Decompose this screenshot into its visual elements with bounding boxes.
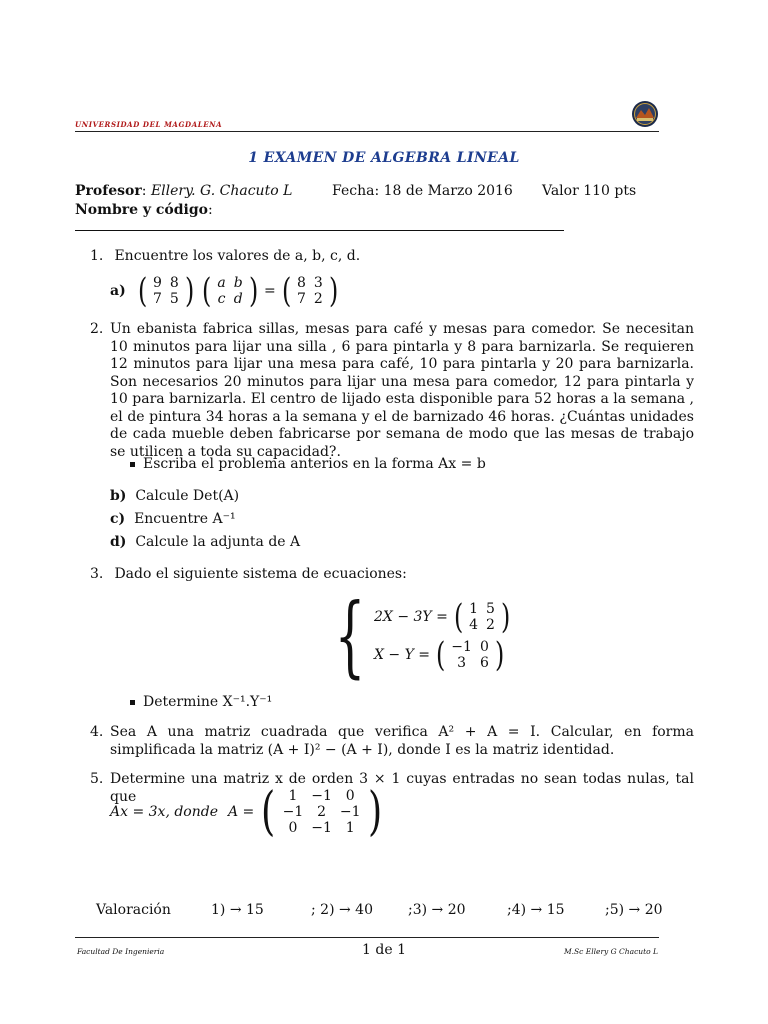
left-brace: { xyxy=(334,584,366,687)
name-row: Nombre y código: xyxy=(75,202,695,235)
university-name: UNIVERSIDAD DEL MAGDALENA xyxy=(75,120,223,129)
q3-system xyxy=(322,584,512,687)
nombre-label: Nombre y código xyxy=(75,202,208,218)
professor-row: Profesor: Ellery. G. Chacuto L Fecha: 18 de Marzo 2016 Valor 110 pts xyxy=(75,183,637,199)
question-number: 2. xyxy=(90,321,104,337)
question-text: Encuentre los valores de a, b, c, d. xyxy=(114,248,361,264)
equals-sign: = xyxy=(263,283,276,299)
question-4 xyxy=(90,724,694,759)
eq-left: Ax = 3x, donde xyxy=(110,804,218,820)
question-text: Determine una matriz x de orden 3 × 1 cuyas entradas no sean todas nulas, tal que xyxy=(110,771,694,805)
question-number: 4. xyxy=(90,724,104,740)
question-number: 1. xyxy=(90,248,104,264)
part-label: a) xyxy=(110,283,126,299)
profesor-name: Ellery. G. Chacuto L xyxy=(150,183,293,199)
question-2 xyxy=(90,321,694,461)
eq-a: A = xyxy=(228,804,255,820)
footer-faculty: Facultad De Ingenieria xyxy=(77,947,165,956)
q2-part-b: b) Calcule Det(A) xyxy=(110,488,240,504)
valoracion-item-1: 1) → 15 xyxy=(211,902,264,918)
matrix-3: ( 8 3 7 2 ) xyxy=(281,271,339,311)
question-1 xyxy=(90,248,694,266)
valoracion-label: Valoración xyxy=(96,902,171,918)
q2-part-d: d) Calcule la adjunta de A xyxy=(110,534,301,550)
footer-rule xyxy=(75,937,659,938)
matrix-A: ( 1 −1 0 −1 2 −1 0 −1 1 ) xyxy=(261,782,382,842)
question-text: Dado el siguiente sistema de ecuaciones: xyxy=(114,566,407,582)
eq1-lhs: 2X − 3Y = xyxy=(374,609,448,625)
eq1-matrix: ( 1 5 4 2 ) xyxy=(453,597,511,637)
question-text: Un ebanista fabrica sillas, mesas para café y mesas para comedor. Se necesitan 10 minutos para lijar una silla , 6 para pintarla y 8 para barnizarla. Se requieren 12 minutos para lijar una mesa para café, 10 para pintarla y 20 para barnizarla. Son necesarios 20 minutos para lijar una mesa para comedor, 12 para pintarla y 10 para barnizarla. El centro de lijado esta disponible para 52 horas a la semana , el de pintura 34 horas a la semana y el de barnizado 46 horas. ¿Cuántas unidades de cada mueble deben fabricarse por semana de modo que las mesas de trabajo se utilicen a toda su capacidad?. xyxy=(110,321,694,460)
exam-title: 1 EXAMEN DE ALGEBRA LINEAL xyxy=(248,150,520,166)
valoracion-item-3: ;3) → 20 xyxy=(408,902,466,918)
q2-bullet: Escriba el problema anterios en la forma Ax = b xyxy=(130,456,486,472)
matrix-2: ( a b c d ) xyxy=(202,271,258,311)
profesor-label: Profesor xyxy=(75,183,142,199)
exam-value: Valor 110 pts xyxy=(542,183,637,199)
question-number: 3. xyxy=(90,566,104,582)
eq2-lhs: X − Y = xyxy=(374,647,431,663)
name-blank-line[interactable] xyxy=(75,218,564,231)
header-rule xyxy=(75,131,659,132)
q1-equation xyxy=(110,271,340,311)
q3-bullet: Determine X⁻¹.Y⁻¹ xyxy=(130,694,272,710)
question-text: Sea A una matriz cuadrada que verifica A² + A = I. Calcular, en forma simplificada la matriz (A + I)² − (A + I), donde I es la matriz identidad. xyxy=(110,724,694,758)
question-number: 5. xyxy=(90,771,104,787)
page-number: 1 de 1 xyxy=(362,942,406,958)
university-seal-icon xyxy=(631,100,659,128)
exam-date: Fecha: 18 de Marzo 2016 xyxy=(332,183,513,199)
q5-equation xyxy=(110,782,385,842)
question-3 xyxy=(90,566,694,584)
q2-part-c: c) Encuentre A⁻¹ xyxy=(110,511,236,527)
eq2-matrix: ( −1 0 3 6 ) xyxy=(436,635,505,675)
valoracion-item-4: ;4) → 15 xyxy=(507,902,565,918)
valoracion-item-2: ; 2) → 40 xyxy=(311,902,373,918)
footer-author: M.Sc Ellery G Chacuto L xyxy=(563,947,658,956)
valoracion-item-5: ;5) → 20 xyxy=(605,902,663,918)
matrix-1: ( 9 8 7 5 ) xyxy=(137,271,195,311)
